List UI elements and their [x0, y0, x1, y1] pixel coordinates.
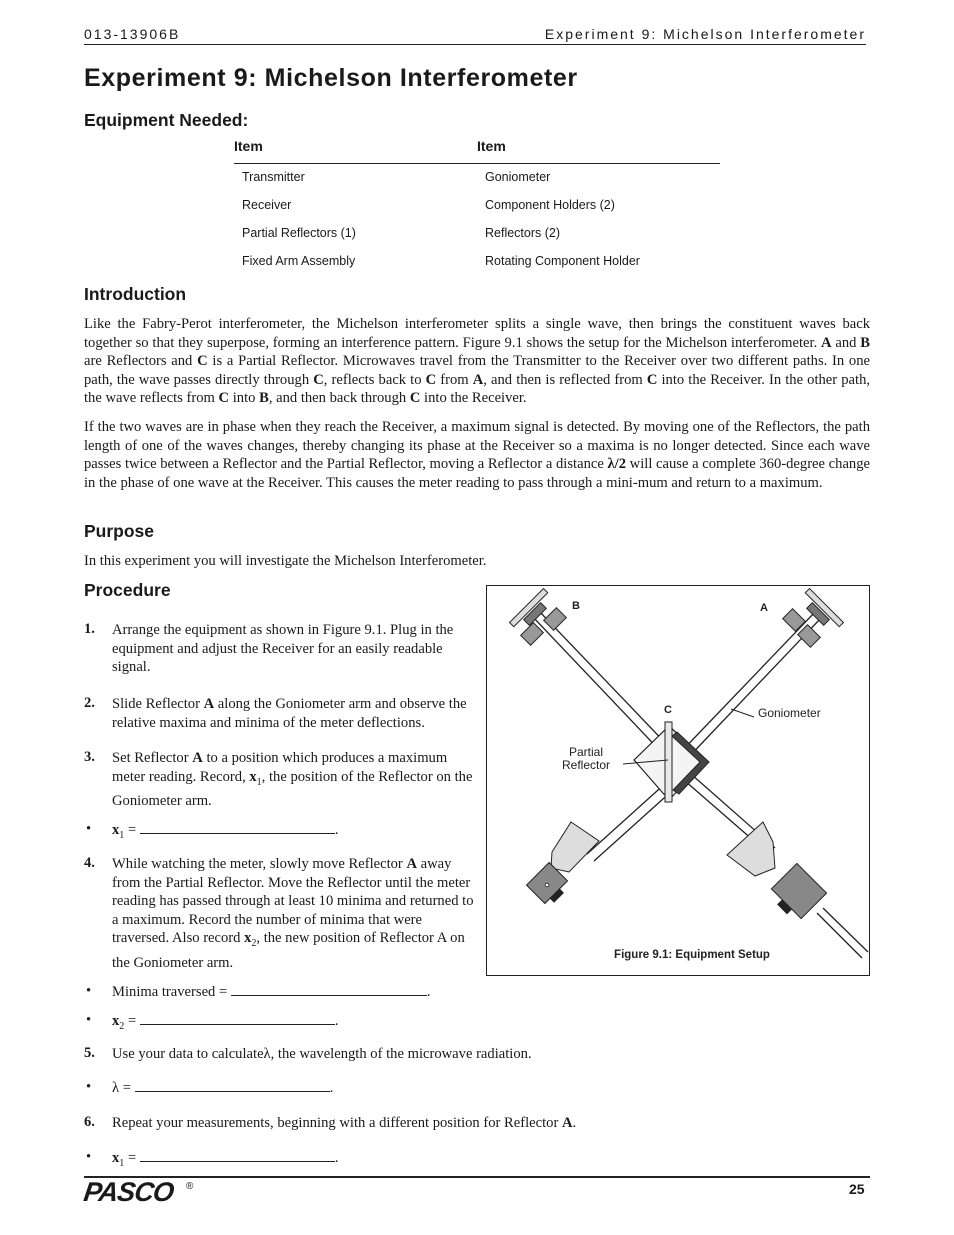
- equipment-cell: Partial Reflectors (1): [242, 226, 356, 240]
- x1-repeat-blank[interactable]: [140, 1149, 335, 1162]
- label-c: C: [664, 704, 672, 716]
- step-number: 1.: [84, 621, 95, 637]
- label-reflector: Reflector: [561, 758, 611, 772]
- page-number: 25: [849, 1181, 865, 1197]
- goniometer-arm-transmitter: [587, 782, 674, 861]
- figure-equipment-setup: [486, 585, 870, 976]
- label-goniometer: Goniometer: [758, 706, 821, 720]
- doc-number: 013-13906B: [84, 26, 181, 42]
- bullet: •: [86, 1012, 92, 1028]
- reflector-a: [783, 589, 844, 648]
- step-number: 2.: [84, 695, 95, 711]
- goniometer-arm-b: [532, 610, 673, 756]
- pasco-logo: PASCO: [81, 1177, 176, 1207]
- equipment-heading: Equipment Needed:: [84, 110, 249, 130]
- equipment-cell: Goniometer: [485, 170, 551, 184]
- goniometer-leader-line: [731, 709, 754, 717]
- figure-caption: Figure 9.1: Equipment Setup: [614, 949, 770, 961]
- lambda-record-field: λ = .: [112, 1080, 334, 1096]
- minima-blank[interactable]: [231, 983, 427, 996]
- equipment-col-header-1: Item: [234, 138, 263, 154]
- step-number: 3.: [84, 749, 95, 765]
- equipment-cell: Component Holders (2): [485, 198, 615, 212]
- step-number: 4.: [84, 855, 95, 871]
- registered-mark: ®: [186, 1181, 194, 1192]
- label-partial: Partial: [568, 745, 604, 759]
- x1-record-field: $x_1$ = .: [112, 822, 339, 841]
- transmitter: [526, 822, 599, 908]
- bullet: •: [86, 1079, 92, 1095]
- introduction-paragraph-1: Like the Fabry-Perot interferometer, the Michelson interferometer splits a single wave, then brings the constituent waves back together so that they superpose, forming an interference pattern. Figure 9.1 shows the setup for the Michelson interferometer. A and B are Reflectors and C is a Partial Reflector. Microwaves travel from the Transmitter to the Receiver over two different paths. In one path, the wave passes directly through C, reflects back to C from A, and then is reflected from C into the Receiver. In the other path, the wave reflects from C into B, and then back through C into the Receiver.: [84, 316, 871, 407]
- equipment-cell: Fixed Arm Assembly: [242, 254, 356, 268]
- reflector-b: [510, 589, 567, 646]
- purpose-heading: Purpose: [84, 521, 155, 541]
- running-title: Experiment 9: Michelson Interferometer: [544, 26, 866, 42]
- step-2-text: Slide Reflector A along the Goniometer arm and observe the relative maxima and minima of the meter deflections.: [112, 696, 467, 731]
- introduction-paragraph-2: If the two waves are in phase when they reach the Receiver, a maximum signal is detected. By moving one of the Reflectors, the path length of one of the waves changes, thereby changing its phase at the Receiver so a maxima is no longer detected. Since each wave passes twice between a Reflector and the Partial Reflector, moving a Reflector a distance λ/2 will cause a complete 360-degree change in the phase of one wave at the Receiver. This causes the meter reading to pass through a mini-mum and return to a maximum.: [84, 419, 870, 491]
- header-rule: [84, 44, 866, 45]
- step-5-text: Use your data to calculateλ, the wavelength of the microwave radiation.: [112, 1046, 532, 1062]
- x2-blank[interactable]: [140, 1012, 335, 1025]
- procedure-heading: Procedure: [84, 580, 171, 600]
- x1-repeat-record-field: $x_1$ = .: [112, 1150, 339, 1169]
- step-number: 5.: [84, 1045, 95, 1061]
- purpose-text: In this experiment you will investigate the Michelson Interferometer.: [84, 553, 487, 569]
- bullet: •: [86, 821, 92, 837]
- equipment-diagram: [487, 586, 869, 975]
- equipment-cell: Transmitter: [242, 170, 305, 184]
- step-6-text: Repeat your measurements, beginning with a different position for Reflector A.: [112, 1115, 577, 1131]
- x1-blank[interactable]: [140, 821, 335, 834]
- equipment-col-header-2: Item: [477, 138, 506, 154]
- page-title: Experiment 9: Michelson Interferometer: [84, 64, 578, 92]
- equipment-cell: Rotating Component Holder: [485, 254, 640, 268]
- label-a: A: [760, 602, 768, 614]
- step-3-text: Set Reflector A to a position which produces a maximum meter reading. Record, $x_1$, the position of the Reflector on the Goniometer arm.: [112, 750, 473, 810]
- introduction-heading: Introduction: [84, 284, 187, 304]
- minima-record-field: Minima traversed = .: [112, 984, 431, 1000]
- equipment-cell: Reflectors (2): [485, 226, 561, 240]
- bullet: •: [86, 983, 92, 999]
- equipment-table-rule: [234, 163, 720, 164]
- step-4-text: While watching the meter, slowly move Reflector A away from the Partial Reflector. Move the Reflector until the meter reading has passed through at least 10 minima and returned to a maximum. Record the number of minima that were traversed. Also record $x_2$, the new position of Reflector A on the Goniometer arm.: [112, 856, 474, 971]
- step-number: 6.: [84, 1114, 95, 1130]
- x2-record-field: $x_2$ = .: [112, 1013, 339, 1032]
- label-b: B: [572, 600, 580, 612]
- bullet: •: [86, 1149, 92, 1165]
- lambda-blank[interactable]: [135, 1079, 330, 1092]
- step-1-text: Arrange the equipment as shown in Figure 9.1. Plug in the equipment and adjust the Receiver for an easily readable signal.: [112, 622, 454, 676]
- receiver: [727, 822, 827, 924]
- footer-rule: [84, 1176, 870, 1178]
- equipment-cell: Receiver: [242, 198, 292, 212]
